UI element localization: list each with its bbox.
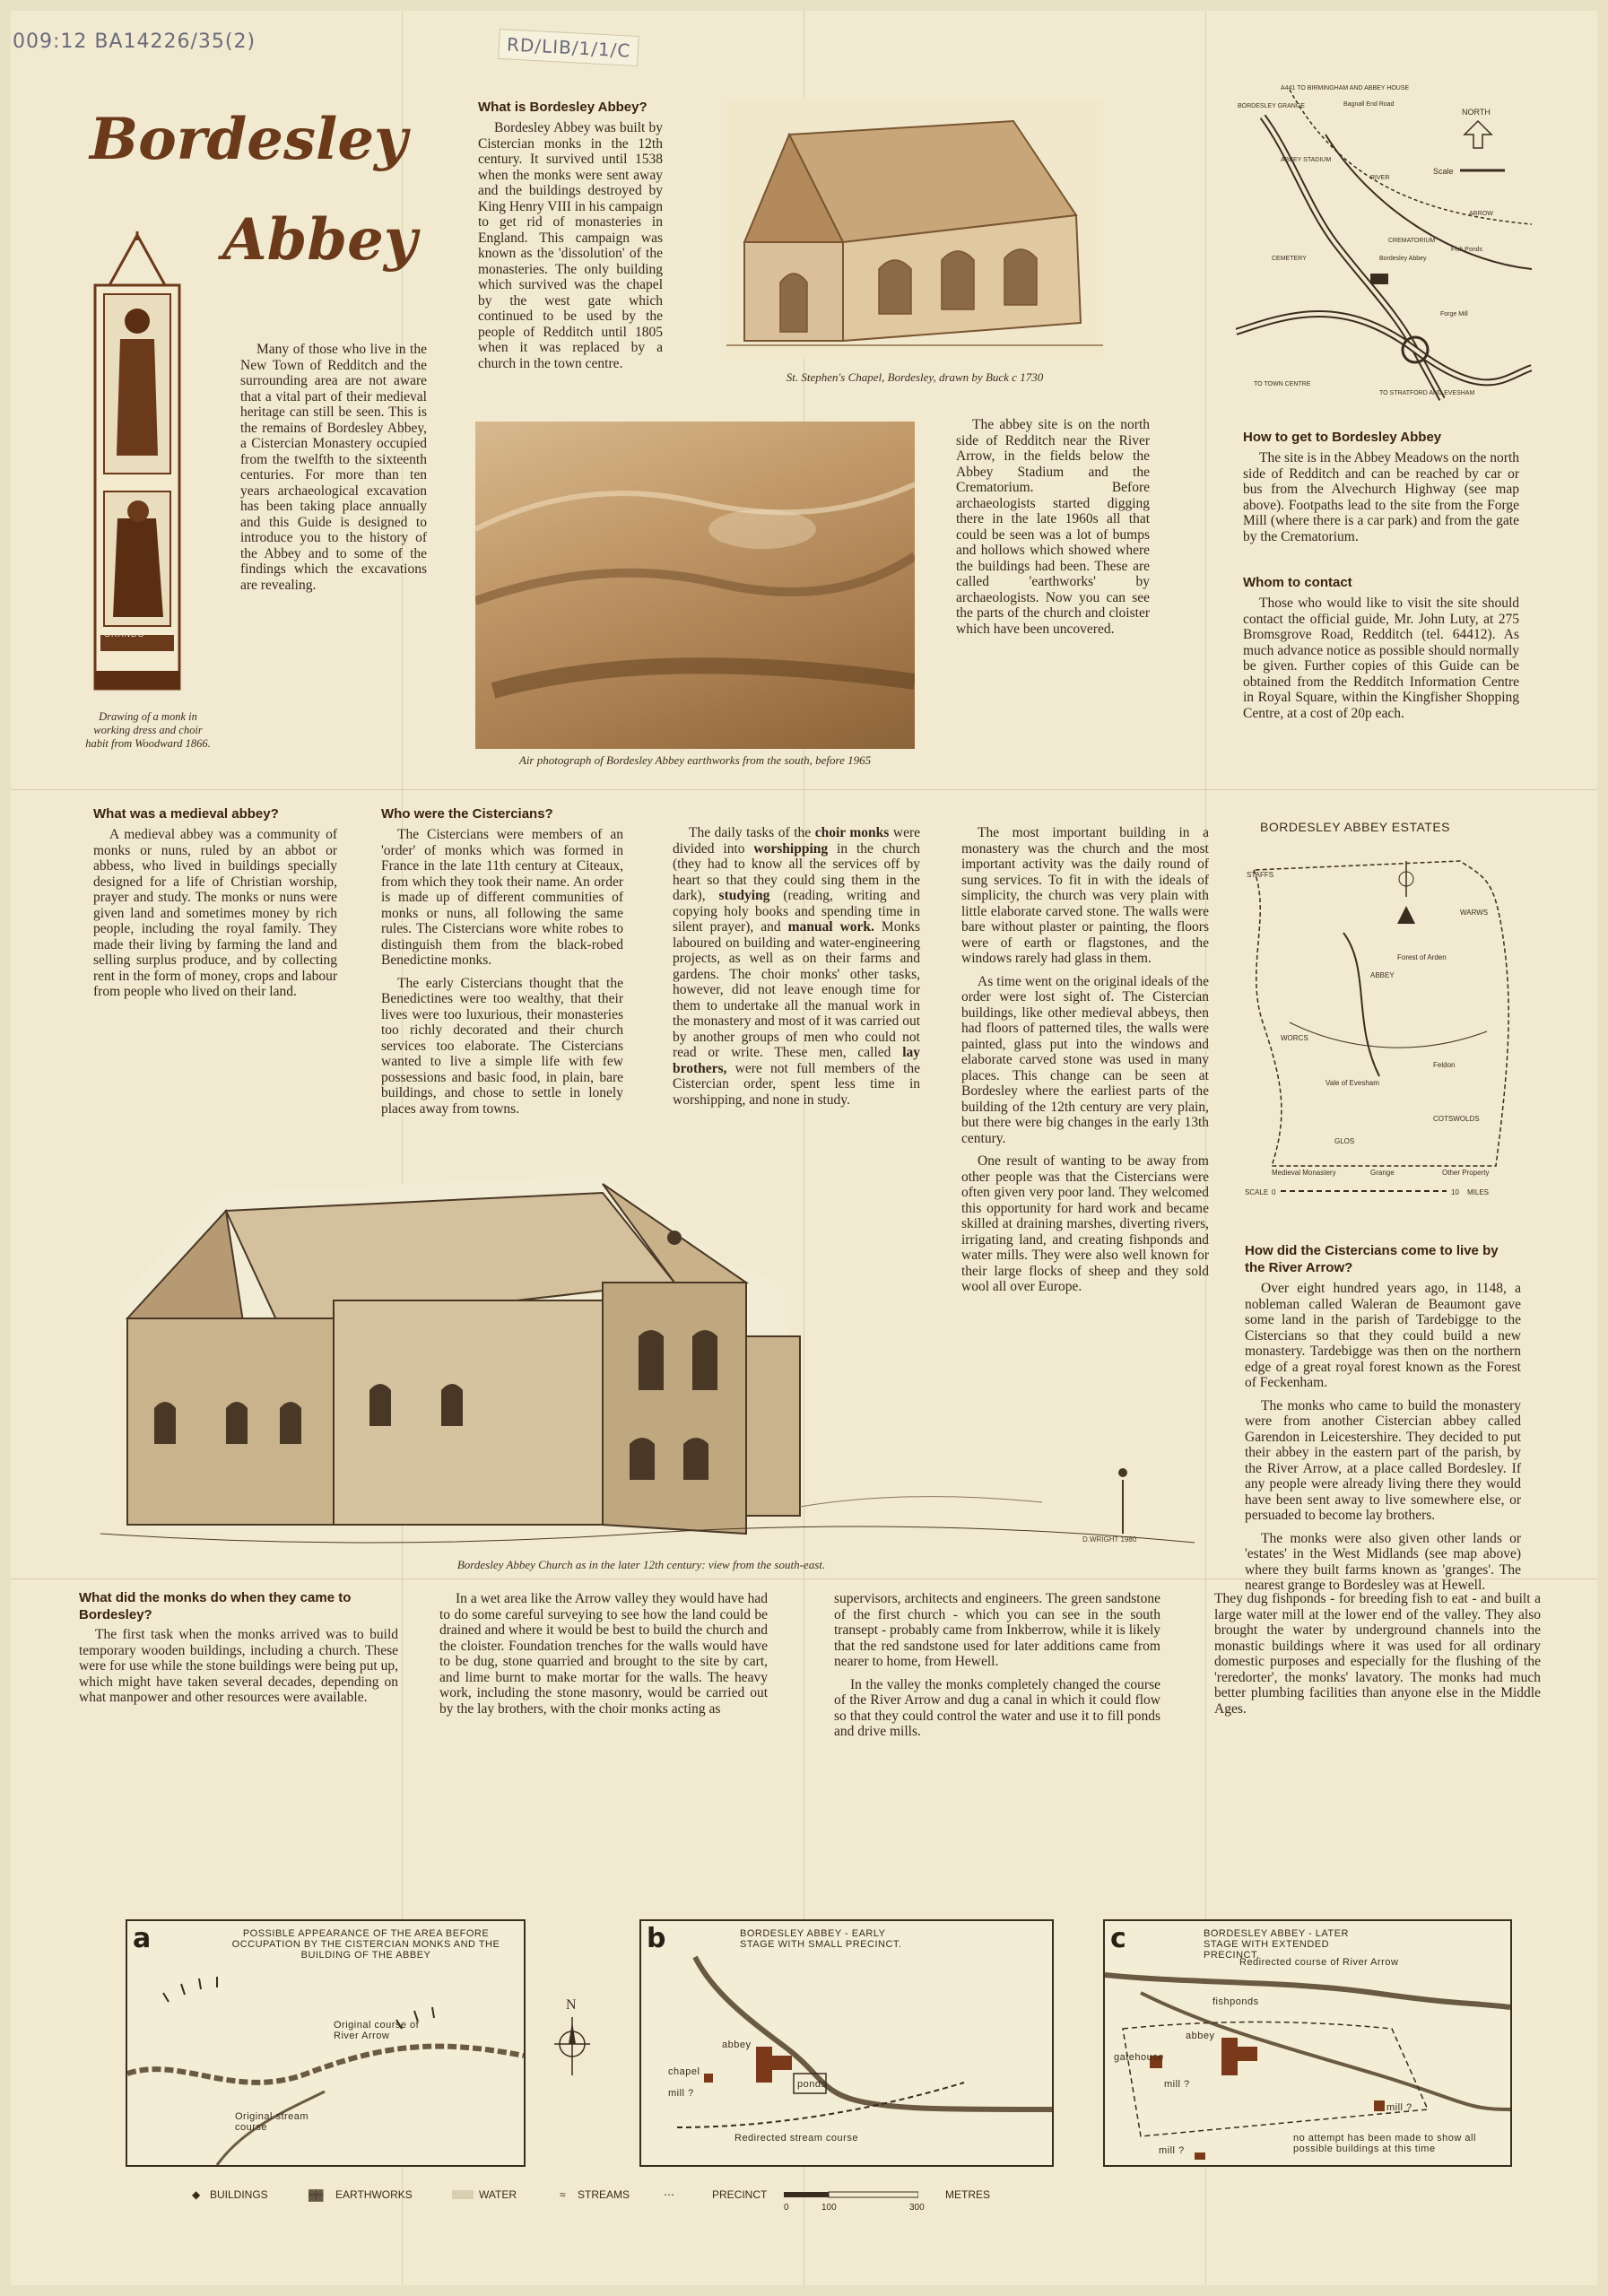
estates-label: WARWS (1460, 909, 1489, 917)
legend-scale-300: 300 (909, 2203, 925, 2213)
map-a (126, 1919, 526, 2167)
air-photograph (475, 422, 915, 749)
legend-precinct: PRECINCT (712, 2188, 768, 2201)
map-label: Forge Mill (1440, 311, 1468, 317)
legend-earthworks-icon: ▓▓ (309, 2188, 323, 2201)
map-c-letter: c (1110, 1923, 1126, 1954)
estates-label: COTSWOLDS (1433, 1115, 1480, 1123)
map-c-label: mill ? (1164, 2079, 1190, 2090)
map-label: A441 TO BIRMINGHAM AND ABBEY HOUSE (1281, 85, 1410, 91)
map-c-label: Redirected course of River Arrow (1239, 1957, 1399, 1968)
map-b-label: abbey (722, 2039, 752, 2050)
location-map (1236, 81, 1532, 404)
map-label: TO TOWN CENTRE (1254, 381, 1311, 387)
estates-scale-label: SCALE (1245, 1188, 1269, 1196)
map-label: TO STRATFORD AND EVESHAM (1379, 390, 1475, 396)
map-c-label: mill ? (1386, 2102, 1412, 2113)
map-c-title: BORDESLEY ABBEY - LATER STAGE WITH EXTENDED PRECINCT. (1204, 1928, 1349, 1961)
map-a-label: Original course of River Arrow (334, 2020, 420, 2041)
map-c-label: mill ? (1159, 2145, 1185, 2156)
legend-earthworks: EARTHWORKS (335, 2188, 413, 2201)
map-label: Bordesley Abbey (1379, 256, 1427, 262)
legend-buildings-icon: ◆ (192, 2188, 201, 2201)
archive-stamp: RD/LIB/1/1/C (498, 29, 639, 66)
estates-legend-label: Grange (1370, 1169, 1395, 1177)
map-c-label: gatehouse (1114, 2052, 1164, 2063)
what-did-heading: What did the monks do when they came to Bordesley? (79, 1590, 352, 1622)
map-label: Bagnall End Road (1343, 101, 1395, 108)
cistercians-text: The Cistercians were members of an 'order' of monks which was formed in France in the late 11th century at Citeaux, from which they took their name. An order is made up of different communities of monks or nuns, all following the same rules. The Cistercians wore white robes to distinguish them from the black-robed Benedictine monks. The early Cistercians thought that the Benedictines were too wealthy, that their lives were too luxurious, their monasteries too richly decorated and their church services too elaborate. The Cistercians wanted to live a simple life with few possessions and basic food, in plain, bare buildings, and chose to settle in lonely places away from towns. (381, 827, 623, 1117)
legend-scale-bar (784, 2190, 918, 2201)
daily-tasks-text: The daily tasks of the choir monks were divided into worshipping in the church (they had to know all the services off by heart so that they could sing them in the dark), studying (reading, writing and copying holy books and spending time in silent prayer), and manual work. Monks laboured on building and water-engineering projects, as well as on their farms and gardens. The choir monks' other tasks, however, did not leave enough time for them to undertake all the manual work in the monastery and most of it was carried out by another groups of men who could not read or write. These men, called lay brothers, were not full members of the Cistercian order, spent less time in worshipping, and none in study. (673, 825, 920, 1108)
estates-label: GLOS (1334, 1137, 1355, 1145)
map-b-label: ponds (797, 2079, 827, 2090)
map-label: CEMETERY (1272, 256, 1307, 262)
map-north-label: NORTH (1462, 108, 1491, 117)
map-label: BORDESLEY GRANGE (1238, 103, 1305, 109)
page-title-line2: Abbey (222, 206, 418, 274)
archive-reference: 009:12 BA14226/35(2) (13, 30, 256, 53)
map-scale-label: Scale (1433, 167, 1454, 176)
cistercians-heading: Who were the Cistercians? (381, 806, 553, 822)
legend-streams: STREAMS (578, 2188, 630, 2201)
estates-legend-label: Other Property (1442, 1169, 1490, 1177)
map-b-title: BORDESLEY ABBEY - EARLY STAGE WITH SMALL PRECINCT. (740, 1928, 902, 1950)
estates-label: STAFFS (1247, 871, 1274, 879)
map-c-label: abbey (1186, 2031, 1215, 2041)
map-label: RIVER (1370, 175, 1390, 181)
whom-heading: Whom to contact (1243, 575, 1352, 590)
artist-signature: D.WRIGHT 1980 (1082, 1535, 1137, 1544)
map-c (1103, 1919, 1512, 2167)
page-title: Bordesley (90, 106, 408, 173)
medieval-text: A medieval abbey was a community of monks or nuns, ruled by an abbot or abbess, who lived in buildings specially designed for a life of Christian worship, prayer and study. The monks or nuns were given land and sometimes money by rich people, including the royal family. They made their living by farming the land and selling surplus produce, and by collecting rent in the form of money, crops and labour from people who lived on their land. (93, 827, 337, 999)
map-c-note: no attempt has been made to show all possible buildings at this time (1293, 2133, 1476, 2154)
chapel-drawing (726, 99, 1103, 359)
compass-north-label: N (566, 1997, 577, 2013)
estates-scale-number: 0 (1272, 1188, 1276, 1196)
map-a-title: POSSIBLE APPEARANCE OF THE AREA BEFORE OCCUPATION BY THE CISTERCIAN MONKS AND THE BUILDING OF THE ABBEY (231, 1928, 500, 1961)
map-b-letter: b (647, 1923, 666, 1954)
estates-label: Feldon (1433, 1061, 1456, 1069)
map-label: ABBEY STADIUM (1281, 157, 1332, 163)
estates-miles-label: MILES (1467, 1188, 1490, 1196)
estates-label: Vale of Evesham (1326, 1079, 1379, 1087)
legend-water-icon (452, 2190, 474, 2199)
estates-label: WORCS (1281, 1034, 1308, 1042)
legend-buildings: BUILDINGS (210, 2188, 268, 2201)
how-to-get-text: The site is in the Abbey Meadows on the north side of Redditch and can be reached by car or bus from the Alvechurch Highway (see map above). Footpaths lead to the site from the Forge Mill (where there is a car park) and from the gate by the Crematorium. (1243, 450, 1519, 544)
map-b-plan (641, 1921, 1052, 2165)
legend-precinct-icon: ⋯ (664, 2188, 674, 2201)
air-photo-earthworks (475, 422, 915, 749)
estates-legend-label: Medieval Monastery (1272, 1169, 1336, 1177)
legend-metres: METRES (945, 2188, 991, 2201)
estates-label: Forest of Arden (1397, 953, 1447, 961)
what-is-heading: What is Bordesley Abbey? (478, 100, 648, 115)
what-is-text: Bordesley Abbey was built by Cistercian monks in the 12th century. It survived until 1538 when the monks were sent away and the buildings destroyed by King Henry VIII in his campaign to get rid of monasteries in England. This campaign was known as the 'dissolution' of the monasteries. The only building which survived was the chapel by the west gate which continued to be used by the people of Redditch until 1805 when it was replaced by a church in the town centre. (478, 120, 663, 371)
estates-label: ABBEY (1370, 971, 1395, 979)
whom-text: Those who would like to visit the site should contact the official guide, Mr. John Luty, at 275 Bromsgrove Road, Redditch (tel. 64412). As much advance notice as possible should normally be given. Further copies of this Guide can be obtained from the Redditch Information Centre in Royal Square, within the Kingfisher Shopping Centre, at a cost of 20p each. (1243, 596, 1519, 721)
chapel-caption: St. Stephen's Chapel, Bordesley, drawn by Buck c 1730 (786, 370, 1044, 384)
church-caption: Bordesley Abbey Church as in the later 12th century: view from the south-east. (456, 1558, 826, 1571)
legend-scale-100: 100 (821, 2203, 837, 2213)
air-photo-caption: Air photograph of Bordesley Abbey earthworks from the south, before 1965 (518, 753, 872, 767)
compass-north-icon (554, 1995, 590, 2084)
estates-scale-number: 10 (1451, 1188, 1459, 1196)
abbey-church-drawing (100, 1157, 1195, 1552)
map-b-label: mill ? (668, 2088, 694, 2099)
abbey-site-text: The abbey site is on the north side of Redditch near the River Arrow, in the fields below the Abbey Stadium and the Crematorium. Before archaeologists started digging there in the late 1960s all that could be seen was a lot of bumps and hollows which showed where the buildings had been. These are called 'earthworks' by archaeologists. Now you can see the parts of the church and cloister which have been uncovered. (956, 417, 1150, 637)
how-come-text: Over eight hundred years ago, in 1148, a nobleman called Waleran de Beaumont gave some land in the parish of Tardebigge to the Cistercians so that they could build a new monastery. Tardebigge was then on the northern edge of a great royal forest known as the Forest of Feckenham. The monks who came to build the monastery were from another Cistercian abbey called Garendon in Leicestershire. They decided to put their abbey in the eastern part of the parish, by the River Arrow, at a place called Bordesley. If any people were already living there they would have been sent away to live somewhere else, or persuaded to become lay brothers. The monks were also given other lands or 'estates' in the West Midlands (see map above) where they built farms known as 'granges'. The nearest grange to Bordesley was at Hewell. (1245, 1281, 1521, 1593)
map-label: Fish Ponds (1451, 247, 1483, 253)
medieval-heading: What was a medieval abbey? (93, 806, 279, 822)
map-a-letter: a (133, 1923, 152, 1954)
legend-water: WATER (479, 2188, 517, 2201)
wet-area-text: In a wet area like the Arrow valley they would have had to do some careful surveying to see how the land could be drained and where it would be best to build the church and the cloister. Foundation trenches for the walls would have to be dug, stone quarried and brought to the site by cart, and lime burnt to make mortar for the walls. The heavy work, including the stone masonry, would be carried out by the lay brothers, with the choir monks acting as (439, 1591, 768, 1717)
estates-map-title: BORDESLEY ABBEY ESTATES (1260, 820, 1450, 834)
map-c-label: fishponds (1213, 1996, 1259, 2007)
legend-scale-0: 0 (784, 2203, 789, 2213)
estates-map (1236, 843, 1532, 1202)
map-label: CREMATORIUM (1388, 238, 1436, 244)
monk-label: ORANDO (104, 630, 145, 639)
map-b-label: chapel (668, 2066, 700, 2077)
what-did-text: The first task when the monks arrived was to build temporary wooden buildings, including a church. These were for use while the stone buildings were being put up, which might have taken several decades, depending on what manpower and other resources were available. (79, 1627, 398, 1705)
legend-streams-icon: ≈ (560, 2188, 566, 2201)
map-b-label: Redirected stream course (734, 2133, 858, 2144)
church-text: The most important building in a monastery was the church and the most important activity was the daily round of sung services. To fit in with the ideals of simplicity, the church was very plain with little elaborate carved stone. The walls were bare without plaster or painting, the floors were of earth or flagstones, and the windows rarely had glass in them. As time went on the original ideals of the order were lost sight of. The Cistercian buildings, like other medieval abbeys, then had floors of patterned tiles, the walls were painted, glass put into the windows and elaborate carved stone was used in many places. This change can be seen at Bordesley where the earliest parts of the building of the 12th century are very plain, but there were big changes in the early 13th century. One result of wanting to be away from other people was that the Cistercians were often given very poor land. They welcomed this opportunity for hard work and became skilled at draining marshes, diverting rivers, irrigating land, and creating fishponds and water mills. They were also well known for their large flocks of sheep and they sold wool all over Europe. (961, 825, 1209, 1294)
monk-caption: Drawing of a monk in working dress and choir habit from Woodward 1866. (85, 710, 211, 750)
supervisors-text: supervisors, architects and engineers. The green sandstone of the first church - which you can see in the south transept - probably came from Inkberrow, while it is likely that the red sandstone used for later additions came from nearer to home, from Hewell. In the valley the monks completely changed the course of the River Arrow and dug a canal in which it could flow so that they could control the water and use it to fill ponds and drive mills. (834, 1591, 1160, 1739)
how-to-get-heading: How to get to Bordesley Abbey (1243, 430, 1442, 445)
fishponds-text: They dug fishponds - for breeding fish to eat - and built a large water mill at the lower end of the valley. They also brought the water by underground channels into the monastic buildings where it was used for all ordinary domestic purposes and especially for the flushing of the 'reredorter', the monks' lavatory. The monks had much better plumbing facilities than anyone else in the Middle Ages. (1214, 1591, 1541, 1717)
map-a-label: Original stream course (235, 2111, 309, 2133)
how-come-heading: How did the Cistercians come to live by the River Arrow? (1245, 1243, 1499, 1275)
map-label: ARROW (1469, 211, 1493, 217)
intro-text: Many of those who live in the New Town of Redditch and the surrounding area are not aware that a vital part of their medieval heritage can still be seen. This is the remains of Bordesley Abbey, a Cistercian Monastery occupied from the twelfth to the sixteenth centuries. For more than ten years archaeological excavation has been taking place annually and this Guide is designed to introduce you to the history of the Abbey and to some of the findings which the excavations are revealing. (240, 342, 427, 593)
map-b (639, 1919, 1054, 2167)
